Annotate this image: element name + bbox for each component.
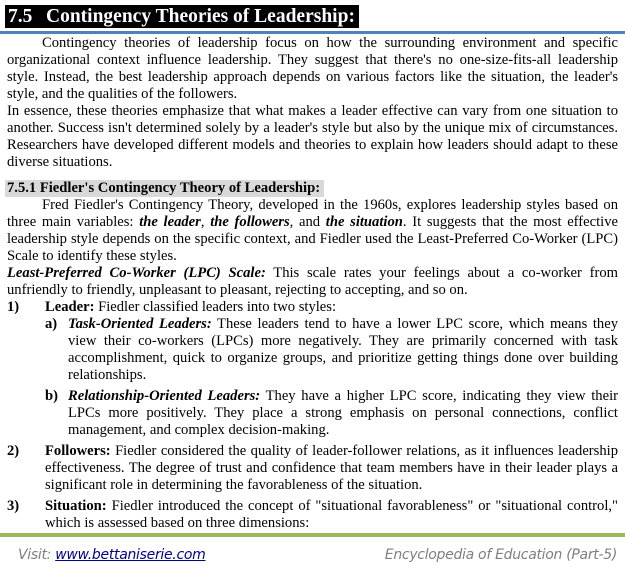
sub-item-text: They have a higher LPC score, indicating they view their LPCs more positively. They place a strong emphasis on personal connections, conflict management, and complex decision-making. (68, 388, 618, 438)
item-label: Leader: (45, 299, 95, 315)
top-rule (0, 31, 625, 34)
subsection-heading: 7.5.1 Fiedler's Contingency Theory of Leadership: (5, 180, 324, 197)
lpc-label: Least-Preferred Co-Worker (LPC) Scale: (7, 265, 266, 281)
visit-label: Visit: (18, 547, 56, 563)
fiedler-paragraph (7, 197, 618, 265)
lpc-paragraph (7, 265, 618, 299)
sub-item-label: Task-Oriented Leaders: (68, 316, 212, 332)
section-title: Contingency Theories of Leadership: (46, 6, 355, 27)
item-number: 2) (7, 443, 20, 459)
sub-list-item (45, 388, 618, 439)
item-label: Situation: (45, 498, 107, 514)
footer-rule (0, 533, 625, 537)
intro-paragraph-1: Contingency theories of leadership focus on how the surrounding environment and specific organizational context influence leadership. They suggest that there's no one-size-fits-all leadership style. Instead, the best leadership approach depends on various factors like the situation, the leader's style, and the qualities of the followers. (7, 35, 618, 102)
list-item (7, 498, 618, 532)
page-body (7, 35, 618, 532)
item-label: Followers: (45, 443, 111, 459)
text: , and (289, 214, 326, 230)
website-link[interactable]: www.bettaniserie.com (55, 547, 206, 563)
footer-book-title: Encyclopedia of Education (Part-5) (384, 547, 617, 563)
list-item (7, 299, 618, 316)
variable-situation: the situation (325, 214, 403, 230)
text: , (200, 214, 211, 230)
item-text: Fiedler classified leaders into two styles: (94, 299, 337, 315)
section-heading (5, 5, 359, 28)
variable-followers: the followers (210, 214, 290, 230)
item-text: Fiedler introduced the concept of "situational favorableness" or "situational control," which is assessed based on three dimensions: (45, 498, 618, 531)
lpc-text: This scale rates your feelings about a co-worker from unfriendly to friendly, unpleasant to pleasant, rejecting to accepting, and so on. (7, 265, 618, 298)
item-text: Fiedler considered the quality of leader-follower relations, as it influences leadership effectiveness. The degree of trust and confidence that team members have in their leader plays a significant role in determining the favorableness of the situation. (45, 443, 618, 493)
sub-item-text: These leaders tend to have a lower LPC score, which means they view their co-workers (LPCs) more negatively. They are primarily concerned with task accomplishment, quick to organize groups, and prioritize getting things done over building relationships. (68, 316, 618, 383)
item-number: 1) (7, 299, 20, 315)
list-item (7, 443, 618, 494)
sub-item-number: a) (45, 316, 58, 332)
text: Fred Fiedler's Contingency Theory, developed in the 1960s, explores leadership styles based on three main variables: (7, 197, 618, 230)
sub-item-number: b) (45, 388, 58, 404)
intro-paragraph-2: In essence, these theories emphasize that what makes a leader effective can vary from one situation to another. Success isn't determined solely by a leader's style but also by the unique mix of circumstances. Researchers have developed different models and theories to explain how leaders should adapt to these diverse situations. (7, 103, 618, 170)
item-number: 3) (7, 498, 20, 514)
sub-item-label: Relationship-Oriented Leaders: (68, 388, 261, 404)
variable-leader: the leader (139, 214, 201, 230)
text: . It suggests that the most effective leadership style depends on the specific context, and Fiedler used the Least-Preferred Co-Worker (LPC) Scale to identify these styles. (7, 214, 618, 264)
sub-list-item (45, 316, 618, 384)
section-number: 7.5 (8, 6, 33, 27)
footer-visit (18, 547, 205, 563)
